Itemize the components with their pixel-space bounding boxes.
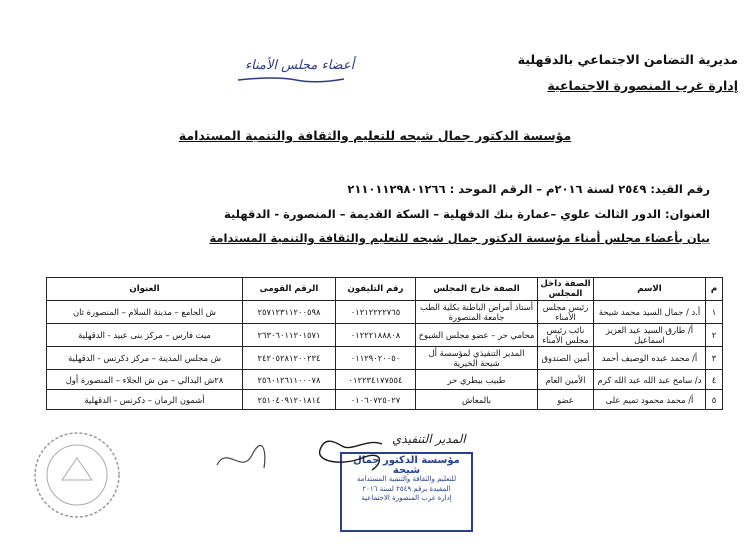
cell-index: ٢ [706, 324, 723, 347]
cell-phone: ٠١٠٦٠٧٢٥٠٢٧ [336, 390, 416, 410]
header-role-outside: الصفة خارج المجلس [416, 278, 538, 301]
cell-phone: ٠١٢٢٢١٨٨٨٠٨ [336, 324, 416, 347]
cell-role-inside: رئيس مجلس الأمناء [538, 301, 594, 324]
table-row [47, 301, 723, 324]
embossed-seal [30, 428, 125, 523]
header-national-id: الرقم القومى [243, 278, 336, 301]
cell-address: ش مجلس المدينة – مركز دكرنس - الدقهلية [47, 347, 243, 370]
header-index: م [706, 278, 723, 301]
cell-address: ميت فارس – مركز بنى عبيد - الدقهلية [47, 324, 243, 347]
foundation-title: مؤسسة الدكتور جمال شيحه للتعليم والثقافة والتنمية المستدامة [178, 128, 572, 143]
cell-role-inside: نائب رئيس مجلس الأمناء [538, 324, 594, 347]
cell-phone: ٠١٢٢٣٤١٧٧٥٥٤ [336, 370, 416, 390]
handwritten-underline [236, 74, 346, 84]
header-name: الاسم [594, 278, 706, 301]
cell-role-outside: المدير التنفيذي لمؤسسة أل شيحة الخيرية [416, 347, 538, 370]
cell-address: ٢٨ش البدالي – من ش الجلاء – المنصورة أول [47, 370, 243, 390]
cell-national-id: ٢٤٢٠٥٢٨١٢٠٠٢٣٤ [243, 347, 336, 370]
table-row [47, 370, 723, 390]
address-info: العنوان: الدور الثالث علوي –عمارة بنك الدقهلية – السكة القديمة – المنصورة - الدقهلية [223, 207, 710, 221]
cell-role-inside: الأمين العام [538, 370, 594, 390]
stamp-line-1: مؤسسة الدكتور جمال شيحة [353, 455, 460, 476]
table-row [47, 347, 723, 370]
cell-phone: ٠١٢١٢٢٢٢٧٦٥ [336, 301, 416, 324]
cell-index: ٤ [706, 370, 723, 390]
cell-index: ٣ [706, 347, 723, 370]
cell-role-outside: أستاذ أمراض الباطنة بكلية الطب جامعة المنصورة [416, 301, 538, 324]
cell-address: ش الجامع – مدينة السلام – المنصورة ثان [47, 301, 243, 324]
cell-index: ٥ [706, 390, 723, 410]
cell-phone: ٠١١٢٩٠٢٠٠٥٠ [336, 347, 416, 370]
cell-address: أشمون الرمان – دكرنس - الدقهلية [47, 390, 243, 410]
cell-name: أ.د / جمال السيد محمد شيحة [594, 301, 706, 324]
list-subtitle: بيان بأعضاء مجلس أمناء مؤسسة الدكتور جمال شيحه للتعليم والثقافة والتنمية المستدامة [209, 231, 710, 245]
cell-role-outside: بالمعاش [416, 390, 538, 410]
cell-role-outside: طبيب بيطري حر [416, 370, 538, 390]
cell-name: د/ سامح عبد الله عبد الله كرم [594, 370, 706, 390]
signature-label: المدير التنفيذي [392, 432, 466, 446]
administration-name: إدارة غرب المنصورة الاجتماعية [547, 78, 738, 93]
registration-info: رقم القيد: ٢٥٤٩ لسنة ٢٠١٦م – الرقم الموحد : ٢١١٠١١٢٩٨٠١٢٦٦ [347, 182, 710, 196]
cell-national-id: ٢٦٣٠٦٠١١٢٠١٥٧١ [243, 324, 336, 347]
stamp-line-3: المقيدة برقم ٢٥٤٩ لسنة ٢٠١٦ [362, 484, 451, 493]
cell-national-id: ٢٥٦٠١٢٦١١٠٠٠٧٨ [243, 370, 336, 390]
cell-role-outside: محامي حر – عضو مجلس الشيوخ [416, 324, 538, 347]
members-table [46, 277, 723, 410]
directorate-name: مديرية التضامن الاجتماعي بالدقهلية [517, 52, 738, 67]
cell-national-id: ٢٥١٠٤٠٩١٢٠١٨١٤ [243, 390, 336, 410]
stamp-line-2: للتعليم والثقافة والتنمية المستدامة [356, 475, 457, 483]
table-row [47, 390, 723, 410]
handwritten-signature [312, 436, 387, 476]
header-address: العنوان [47, 278, 243, 301]
cell-name: أ/ طارق السيد عبد العزيز اسماعيل [594, 324, 706, 347]
cell-name: أ/ محمد محمود تميم على [594, 390, 706, 410]
table-header-row [47, 278, 723, 301]
header-phone: رقم التليفون [336, 278, 416, 301]
cell-role-inside: أمين الصندوق [538, 347, 594, 370]
cell-role-inside: عضو [538, 390, 594, 410]
handwritten-note: أعضاء مجلس الأمناء [245, 58, 355, 73]
cell-national-id: ٢٥٧١٢٣١١٢٠٠٥٩٨ [243, 301, 336, 324]
cell-index: ١ [706, 301, 723, 324]
secondary-signature [212, 440, 272, 480]
stamp-line-4: إدارة غرب المنصورة الاجتماعية [361, 494, 452, 502]
table-row [47, 324, 723, 347]
header-role-inside: الصفة داخل المجلس [538, 278, 594, 301]
cell-name: أ/ محمد عبده الوصيف أحمد [594, 347, 706, 370]
